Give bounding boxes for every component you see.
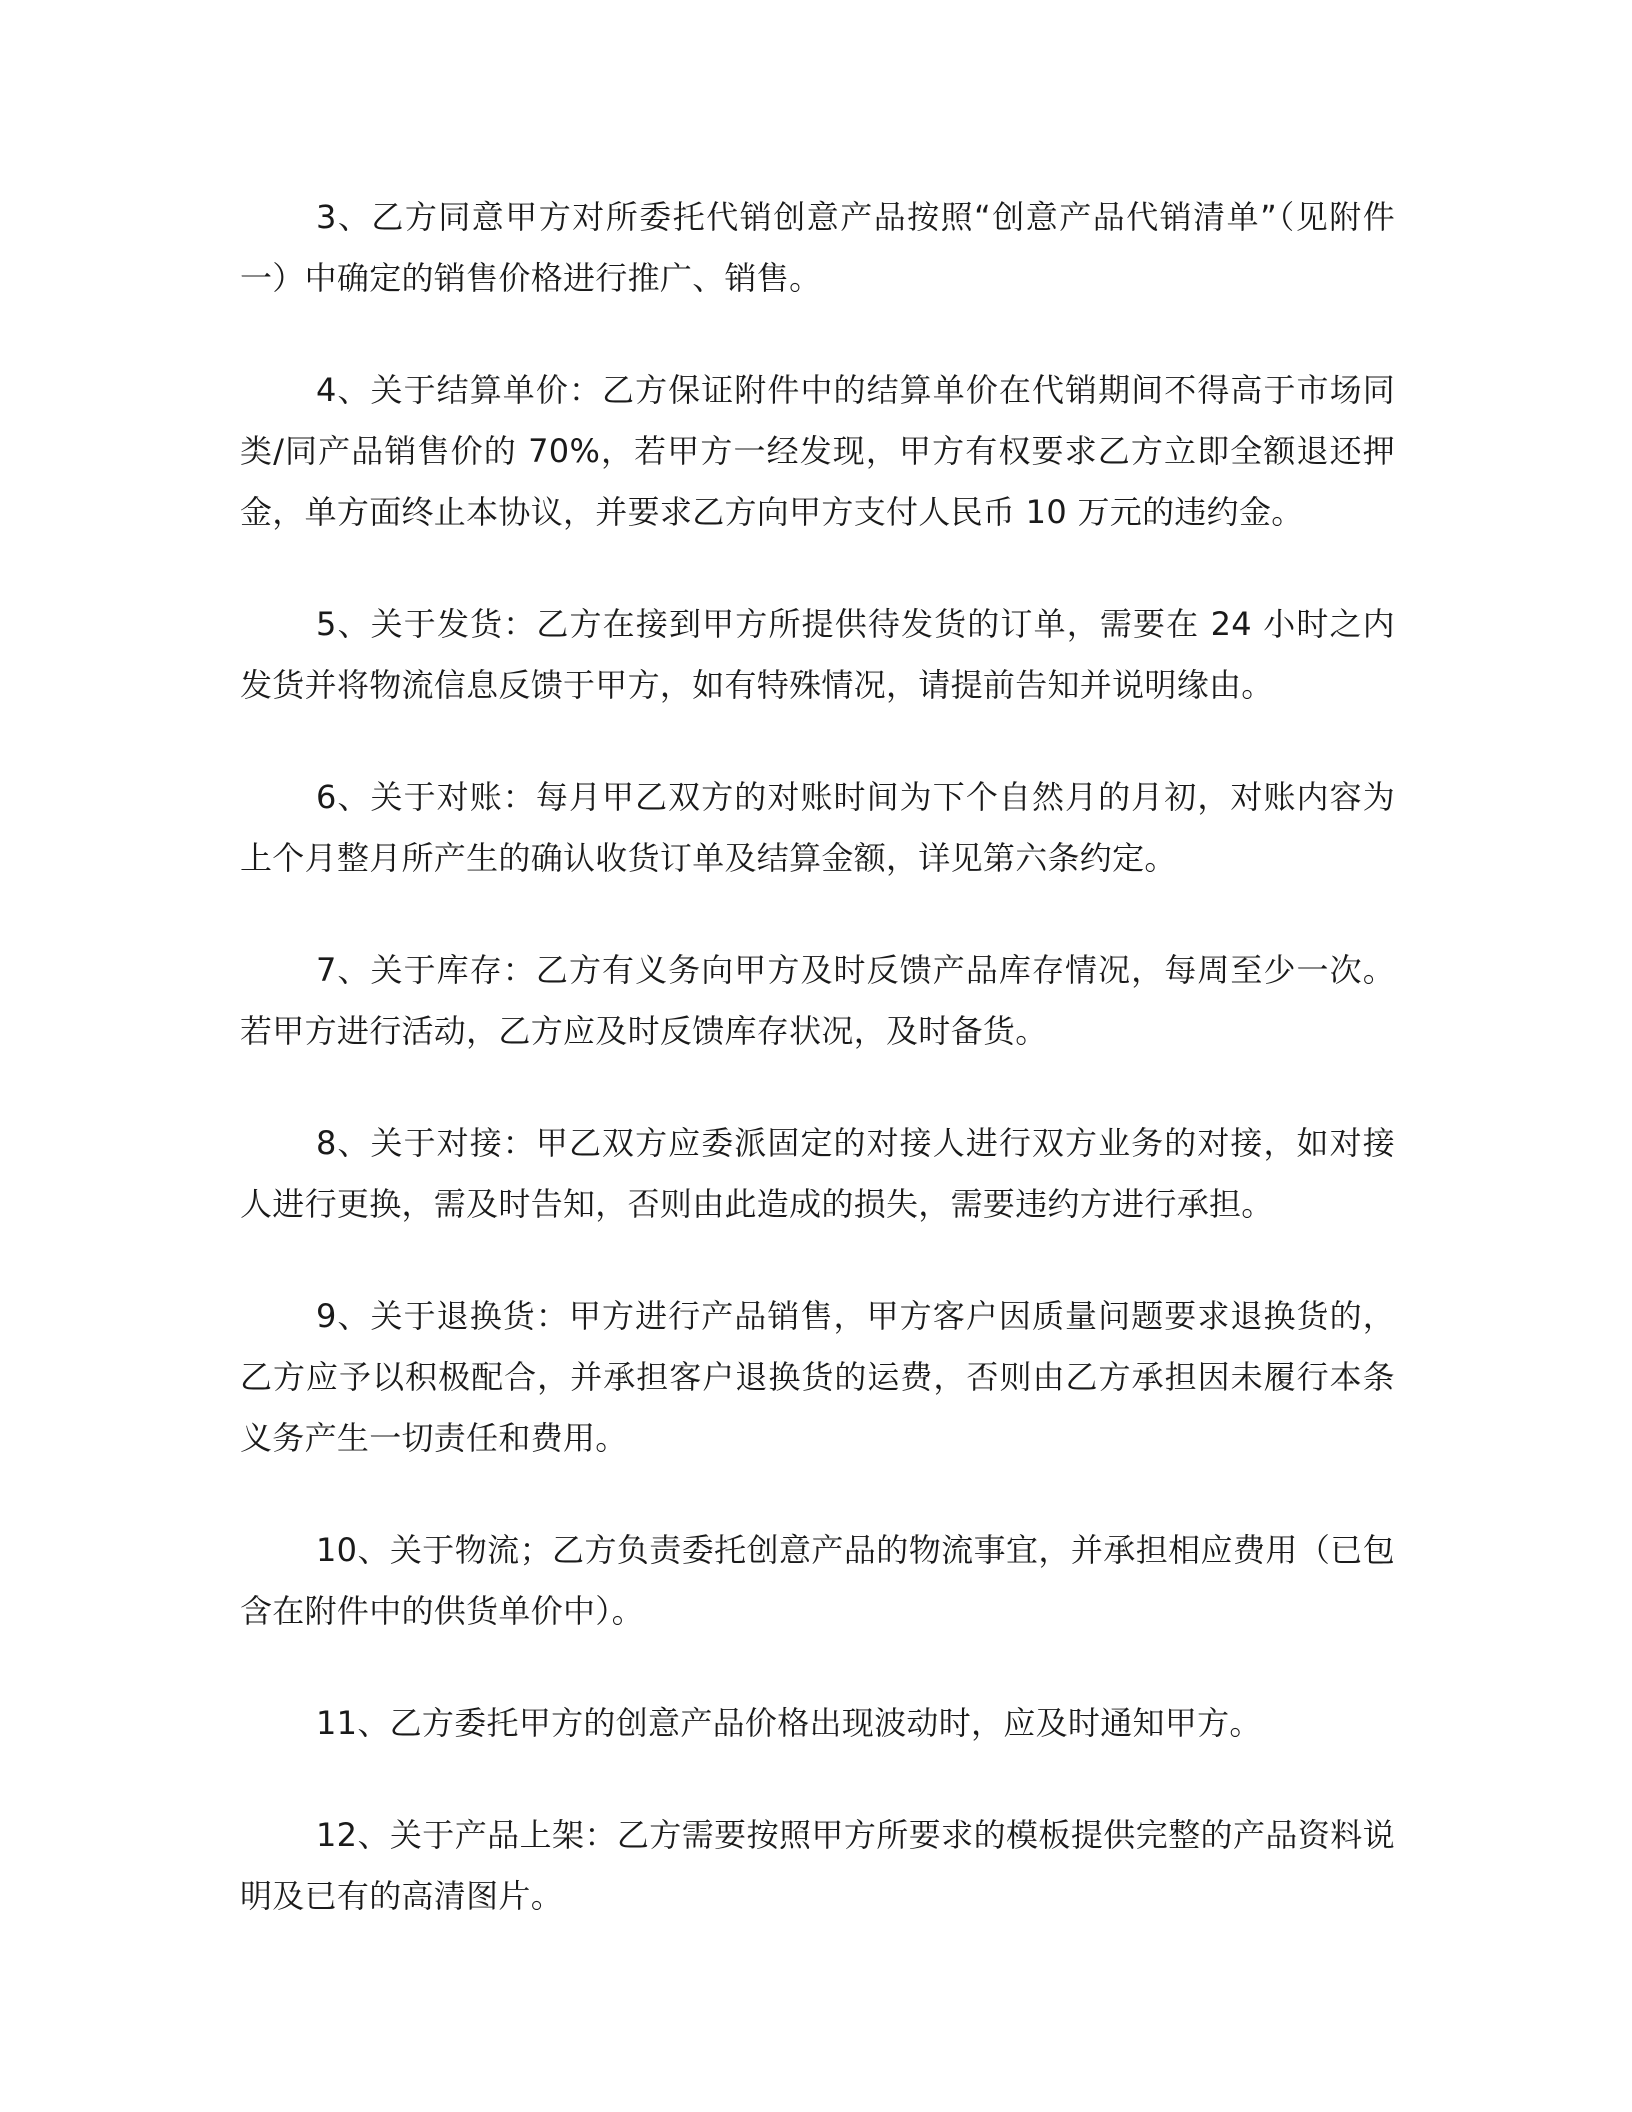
clause-12: 12、关于产品上架：乙方需要按照甲方所要求的模板提供完整的产品资料说明及已有的高清图片。 xyxy=(240,1816,1395,1915)
document-body xyxy=(240,187,1395,1978)
clause-8: 8、关于对接：甲乙双方应委派固定的对接人进行双方业务的对接，如对接人进行更换，需及时告知，否则由此造成的损失，需要违约方进行承担。 xyxy=(240,1124,1395,1223)
clause-4: 4、关于结算单价：乙方保证附件中的结算单价在代销期间不得高于市场同类/同产品销售价的 70%，若甲方一经发现，甲方有权要求乙方立即全额退还押金，单方面终止本协议，并要求乙方向甲方支付人民币 10 万元的违约金。 xyxy=(240,371,1395,531)
clause-11: 11、乙方委托甲方的创意产品价格出现波动时，应及时通知甲方。 xyxy=(316,1704,1262,1742)
clause-10: 10、关于物流；乙方负责委托创意产品的物流事宜，并承担相应费用（已包含在附件中的供货单价中）。 xyxy=(240,1531,1395,1630)
clause-5: 5、关于发货：乙方在接到甲方所提供待发货的订单，需要在 24 小时之内发货并将物流信息反馈于甲方，如有特殊情况，请提前告知并说明缘由。 xyxy=(240,605,1395,704)
clause-9: 9、关于退换货：甲方进行产品销售，甲方客户因质量问题要求退换货的，乙方应予以积极配合，并承担客户退换货的运费，否则由乙方承担因未履行本条义务产生一切责任和费用。 xyxy=(240,1297,1395,1457)
clause-3: 3、乙方同意甲方对所委托代销创意产品按照“创意产品代销清单”（见附件一）中确定的销售价格进行推广、销售。 xyxy=(240,198,1395,297)
clause-7: 7、关于库存：乙方有义务向甲方及时反馈产品库存情况，每周至少一次。若甲方进行活动，乙方应及时反馈库存状况，及时备货。 xyxy=(240,951,1395,1050)
clause-6: 6、关于对账：每月甲乙双方的对账时间为下个自然月的月初，对账内容为上个月整月所产生的确认收货订单及结算金额，详见第六条约定。 xyxy=(240,778,1395,877)
